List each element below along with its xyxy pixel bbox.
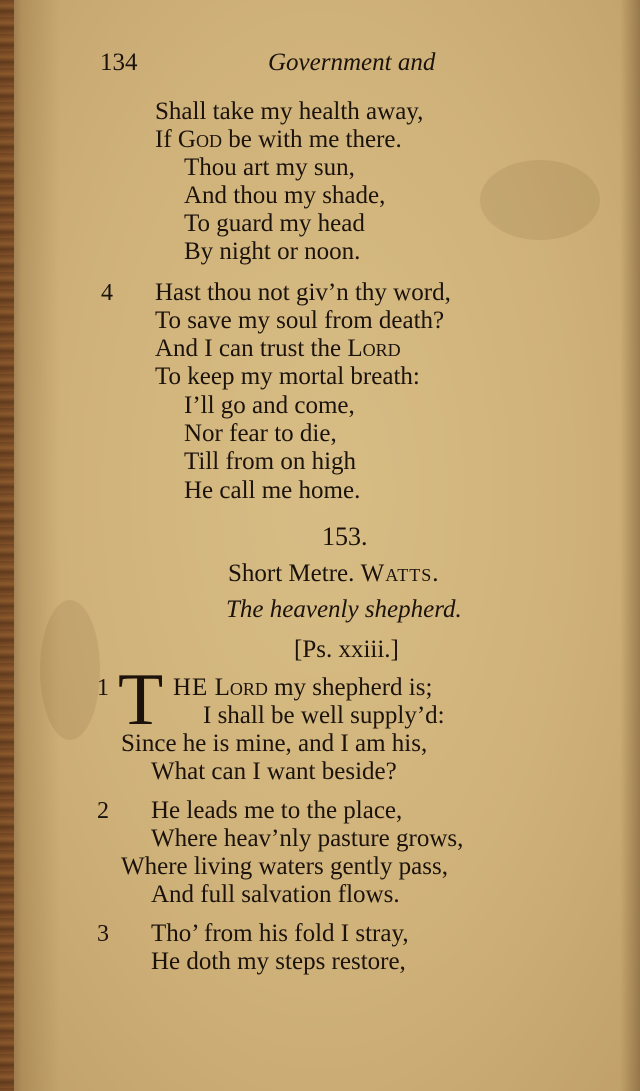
verse-line: And thou my shade, bbox=[184, 182, 386, 209]
verse-line: By night or noon. bbox=[184, 238, 361, 265]
page-number: 134 bbox=[100, 49, 138, 76]
first-line-caps: HE bbox=[173, 674, 209, 701]
first-line-end: my shepherd is; bbox=[274, 674, 433, 701]
verse-line: To keep my mortal breath: bbox=[155, 363, 420, 390]
verse-line: Shall take my health away, bbox=[155, 98, 424, 125]
verse-line: Till from on high bbox=[184, 448, 357, 475]
verse-line: Hast thou not giv’n thy word, bbox=[155, 279, 451, 306]
verse-line: I’ll go and come, bbox=[184, 392, 355, 419]
verse-number: 1 bbox=[97, 675, 109, 701]
hymn-number: 153. bbox=[322, 522, 368, 551]
verse-line: Thou art my sun, bbox=[184, 154, 355, 181]
hymn-subtitle: The heavenly shepherd. bbox=[226, 596, 462, 623]
paper-stain bbox=[480, 160, 600, 240]
meter-label: Short Metre. bbox=[228, 560, 355, 587]
verse-number: 2 bbox=[97, 798, 109, 824]
psalm-reference: [Ps. xxiii.] bbox=[294, 636, 399, 663]
verse-line: To save my soul from death? bbox=[155, 307, 445, 334]
stanza-number: 4 bbox=[101, 280, 113, 306]
verse-line: And I can trust the Lord bbox=[155, 335, 401, 362]
verse-line: He call me home. bbox=[184, 477, 361, 504]
verse-line: Tho’ from his fold I stray, bbox=[151, 920, 409, 947]
verse-line: Where heav’nly pasture grows, bbox=[151, 825, 464, 852]
drop-capital: T bbox=[118, 659, 164, 741]
verse-line: Since he is mine, and I am his, bbox=[121, 730, 428, 757]
lord-word: Lord bbox=[214, 674, 268, 701]
verse-line: He leads me to the place, bbox=[151, 797, 403, 824]
verse-line: Nor fear to die, bbox=[184, 420, 337, 447]
paper-stain bbox=[40, 600, 100, 740]
verse-line bbox=[173, 674, 432, 702]
hymn-author: Watts. bbox=[360, 560, 440, 587]
verse-line: He doth my steps restore, bbox=[151, 948, 406, 975]
hymn-meter bbox=[228, 560, 439, 588]
verse-line: What can I want beside? bbox=[151, 758, 397, 785]
verse-line: I shall be well supply’d: bbox=[203, 702, 445, 729]
verse-line: And full salvation flows. bbox=[151, 881, 400, 908]
running-title: Government and bbox=[268, 49, 436, 76]
verse-line: Where living waters gently pass, bbox=[121, 853, 448, 880]
verse-line bbox=[155, 126, 402, 154]
verse-line-text: If God be with me there. bbox=[155, 126, 402, 153]
verse-line: To guard my head bbox=[184, 210, 365, 237]
verse-number: 3 bbox=[97, 921, 109, 947]
